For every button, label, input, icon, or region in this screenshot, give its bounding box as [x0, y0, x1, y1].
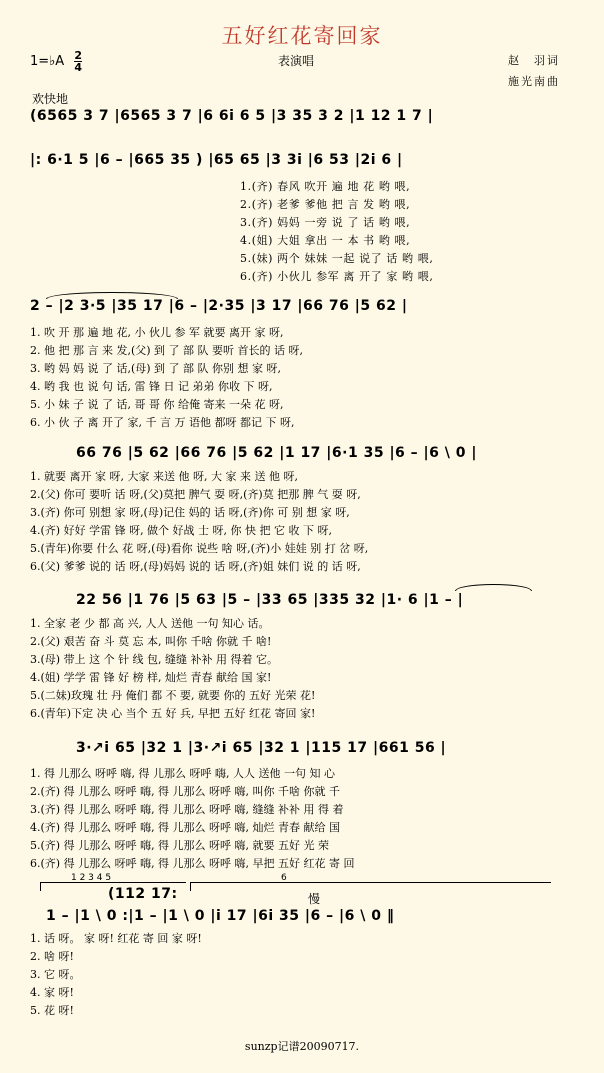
song-title: 五好红花寄回家	[221, 24, 383, 48]
system-7-lyric-3: 3. 它 呀。	[30, 968, 81, 981]
system-5-notes: 22 56 |1 76 |5 63 |5 – |33 65 |335 32 |1· 6 |1 – |	[76, 592, 464, 608]
system-5-lyric-4: 4.(姐) 学学 雷 锋 好 榜 样, 灿烂 青春 献给 国 家!	[30, 671, 272, 684]
composer: 施光南曲	[508, 75, 560, 88]
system-3-lyric-5: 5. 小 妹 子 说 了 话, 哥 哥 你 给俺 寄来 一朵 花 呀,	[30, 398, 284, 411]
system-2-lyric-4: 4.(姐) 大姐 拿出 一 本 书 哟 喂,	[240, 234, 411, 247]
system-2-lyric-6: 6.(齐) 小伙儿 参军 离 开了 家 哟 喂,	[240, 270, 434, 283]
system-7-notes: 1 – |1 \ 0 :|1 – |1 \ 0 |i 17 |6i 35 |6 – |6 \ 0 ‖	[46, 908, 395, 924]
system-6-lyric-3: 3.(齐) 得 儿那么 呀呼 嗨, 得 儿那么 呀呼 嗨, 缝缝 补补 用 得 着	[30, 803, 344, 816]
time-sig-bottom: 4	[74, 61, 82, 74]
system-3-lyric-6: 6. 小 伙 子 离 开了 家, 千 言 万 语他 都呀 都记 下 呀,	[30, 416, 295, 429]
lyricist: 赵 羽词	[508, 54, 560, 67]
second-ending-label: 6	[281, 873, 287, 883]
footer-credit: sunzp记谱20090717.	[244, 1040, 360, 1053]
system-6-notes: 3·↗i 65 |32 1 |3·↗i 65 |32 1 |115 17 |661 56 |	[76, 740, 447, 756]
slow-marking: 慢	[308, 892, 321, 906]
tempo-marking: 欢快地	[32, 92, 69, 106]
performance-style: 表演唱	[278, 54, 315, 68]
key-signature	[30, 50, 82, 73]
system-7-lyric-4: 4. 家 呀!	[30, 986, 74, 999]
system-6-lyric-4: 4.(齐) 得 儿那么 呀呼 嗨, 得 儿那么 呀呼 嗨, 灿烂 青春 献给 国	[30, 821, 341, 834]
system-2-notes: |: 6·1 5 |6 – |665 35 ) |65 65 |3 3i |6 53 |2i 6 |	[30, 152, 403, 168]
system-5-lyric-5: 5.(二妹)玫瑰 壮 丹 俺们 都 不 要, 就要 你的 五好 光荣 花!	[30, 689, 316, 702]
system-2-lyric-3: 3.(齐) 妈妈 一旁 说 了 话 哟 喂,	[240, 216, 411, 229]
system-6-lyric-1: 1. 得 儿那么 呀呼 嗨, 得 儿那么 呀呼 嗨, 人人 送他 一句 知 心	[30, 767, 335, 780]
system-6-lyric-6: 6.(齐) 得 儿那么 呀呼 嗨, 得 儿那么 呀呼 嗨, 早把 五好 红花 寄 回	[30, 857, 355, 870]
system-4-lyric-2: 2.(父) 你可 要听 话 呀,(父)莫把 脾气 耍 呀,(齐)莫 把那 脾 气 耍 呀,	[30, 488, 361, 501]
second-ending-bracket	[190, 873, 551, 891]
system-1-notes: (6565 3 7 |6565 3 7 |6 6i 6 5 |3 35 3 2 |1 12 1 7 |	[30, 108, 434, 124]
system-7-lyric-1: 1. 话 呀。 家 呀! 红花 寄 回 家 呀!	[30, 932, 202, 945]
system-3-lyric-3: 3. 哟 妈 妈 说 了 话,(母) 到 了 部 队 你别 想 家 呀,	[30, 362, 282, 375]
system-6-lyric-5: 5.(齐) 得 儿那么 呀呼 嗨, 得 儿那么 呀呼 嗨, 就要 五好 光 荣	[30, 839, 330, 852]
pickup-notes: (112 17:	[108, 886, 178, 902]
system-5-lyric-6: 6.(青年)下定 决 心 当个 五 好 兵, 早把 五好 红花 寄回 家!	[30, 707, 316, 720]
system-5-lyric-2: 2.(父) 艰苦 奋 斗 莫 忘 本, 叫你 千啥 你就 千 啥!	[30, 635, 272, 648]
system-5-lyric-1: 1. 全家 老 少 都 高 兴, 人人 送他 一句 知心 话。	[30, 617, 270, 630]
time-sig-top: 2	[74, 49, 82, 62]
system-7-lyric-2: 2. 啥 呀!	[30, 950, 74, 963]
system-3-lyric-4: 4. 哟 我 也 说 句 话, 雷 锋 日 记 弟弟 你收 下 呀,	[30, 380, 273, 393]
system-3-lyric-2: 2. 他 把 那 言 来 发,(父) 到 了 部 队 要听 首长的 话 呀,	[30, 344, 304, 357]
system-3-notes: 2 – |2 3·5 |35 17 |6 – |2·35 |3 17 |66 76 |5 62 |	[30, 298, 408, 314]
tie-arc-2	[455, 584, 532, 591]
system-7-lyric-5: 5. 花 呀!	[30, 1004, 74, 1017]
system-2-lyric-2: 2.(齐) 老爹 爹他 把 言 发 哟 喂,	[240, 198, 411, 211]
system-4-lyric-3: 3.(齐) 你可 别想 家 呀,(母)记住 妈的 话 呀,(齐)你 可 别 想 家 呀,	[30, 506, 350, 519]
system-4-lyric-4: 4.(齐) 好好 学雷 锋 呀, 做个 好战 士 呀, 你 快 把 它 收 下 呀,	[30, 524, 333, 537]
first-ending-label: 1 2 3 4 5	[71, 873, 112, 883]
key-text: 1=♭A	[30, 54, 65, 69]
system-2-lyric-5: 5.(妹) 两个 妹妹 一起 说了 话 哟 喂,	[240, 252, 434, 265]
system-5-lyric-3: 3.(母) 带上 这 个 针 线 包, 缝缝 补补 用 得着 它。	[30, 653, 279, 666]
system-4-lyric-5: 5.(青年)你要 什么 花 呀,(母)看你 说些 啥 呀,(齐)小 娃娃 别 打 岔 呀,	[30, 542, 369, 555]
system-4-lyric-6: 6.(父) 爹爹 说的 话 呀,(母)妈妈 说的 话 呀,(齐)姐 妹们 说 的 话 呀,	[30, 560, 361, 573]
system-6-lyric-2: 2.(齐) 得 儿那么 呀呼 嗨, 得 儿那么 呀呼 嗨, 叫你 千啥 你就 千	[30, 785, 341, 798]
system-2-lyric-1: 1.(齐) 春风 吹开 遍 地 花 哟 喂,	[240, 180, 411, 193]
system-3-lyric-1: 1. 吹 开 那 遍 地 花, 小 伙儿 参 军 就要 离开 家 呀,	[30, 326, 284, 339]
system-4-notes: 66 76 |5 62 |66 76 |5 62 |1 17 |6·1 35 |6 – |6 \ 0 |	[76, 445, 477, 461]
system-4-lyric-1: 1. 就要 离开 家 呀, 大家 来送 他 呀, 大 家 来 送 他 呀,	[30, 470, 298, 483]
